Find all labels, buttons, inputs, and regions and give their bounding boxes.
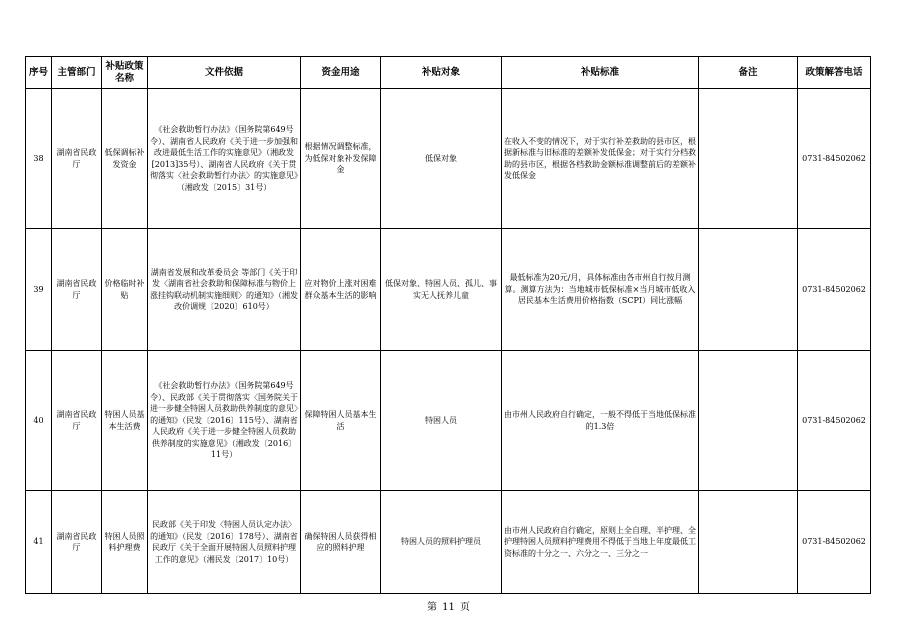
header-name: 补贴政策名称	[102, 57, 148, 89]
cell-note	[699, 491, 798, 594]
cell-note	[699, 89, 798, 229]
cell-standard: 由市州人民政府自行确定，一般不得低于当地低保标准的1.3倍	[502, 351, 699, 491]
cell-basis: 《社会救助暂行办法》（国务院第649号令）、民政部《关于贯彻落实〈国务院关于进一步健全特困人员救助供养制度的意见〉的通知》（民发〔2016〕115号）、湖南省人民政府《关于进一步健全特困人员救助供养制度的实施意见》（湘政发〔2016〕11号）	[148, 351, 301, 491]
cell-seq: 41	[26, 491, 52, 594]
cell-use: 根据情况调整标准，为低保对象补发保障金	[301, 89, 381, 229]
cell-use: 应对物价上涨对困难群众基本生活的影响	[301, 229, 381, 351]
cell-phone: 0731-84502062	[798, 229, 871, 351]
cell-dept: 湖南省民政厅	[52, 491, 102, 594]
cell-target: 低保对象、特困人员、孤儿、事实无人抚养儿童	[381, 229, 502, 351]
cell-note	[699, 351, 798, 491]
cell-basis: 《社会救助暂行办法》（国务院第649号令）、湖南省人民政府《关于进一步加强和改进最低生活工作的实施意见》（湘政发[2013]35号）、湖南省人民政府《关于贯彻落实〈社会救助暂行办法〉的实施意见》（湘政发〔2015〕31号）	[148, 89, 301, 229]
cell-use: 保障特困人员基本生活	[301, 351, 381, 491]
page-number: 第 11 页	[426, 602, 471, 613]
cell-standard: 在收入不变的情况下，对于实行补差救助的县市区，根据新标准与旧标准的差额补发低保金；对于实行分档救助的县市区，根据各档救助金额标准调整前后的差额补发低保金	[502, 89, 699, 229]
cell-standard: 最低标准为20元/月，具体标准由各市州自行按月测算。测算方法为：当地城市低保标准×当月城市低收入居民基本生活费用价格指数（SCPI）同比涨幅	[502, 229, 699, 351]
cell-dept: 湖南省民政厅	[52, 229, 102, 351]
cell-target: 低保对象	[381, 89, 502, 229]
cell-phone: 0731-84502062	[798, 89, 871, 229]
cell-dept: 湖南省民政厅	[52, 351, 102, 491]
cell-name: 特困人员基本生活费	[102, 351, 148, 491]
cell-standard: 由市州人民政府自行确定，原则上全自理、半护理、全护理特困人员照料护理费用不得低于当地上年度最低工资标准的十分之一、六分之一、三分之一	[502, 491, 699, 594]
cell-use: 确保特困人员获得相应的照料护理	[301, 491, 381, 594]
cell-seq: 40	[26, 351, 52, 491]
cell-target: 特困人员	[381, 351, 502, 491]
cell-name: 低保调标补发资金	[102, 89, 148, 229]
cell-basis: 民政部《关于印发〈特困人员认定办法〉的通知》（民发〔2016〕178号）、湖南省民政厅《关于全面开展特困人员照料护理工作的意见》（湘民发〔2017〕10号）	[148, 491, 301, 594]
table-row	[26, 351, 871, 491]
header-seq: 序号	[26, 57, 52, 89]
header-target: 补贴对象	[381, 57, 502, 89]
cell-basis: 湖南省发展和改革委员会 等部门《关于印发〈湖南省社会救助和保障标准与物价上涨挂钩联动机制实施细则〉的通知》（湘发改价调规〔2020〕610号）	[148, 229, 301, 351]
policy-table	[25, 56, 871, 594]
header-dept: 主管部门	[52, 57, 102, 89]
cell-seq: 39	[26, 229, 52, 351]
header-standard: 补贴标准	[502, 57, 699, 89]
cell-name: 价格临时补贴	[102, 229, 148, 351]
table-row	[26, 89, 871, 229]
cell-phone: 0731-84502062	[798, 491, 871, 594]
header-use: 资金用途	[301, 57, 381, 89]
cell-target: 特困人员的照料护理员	[381, 491, 502, 594]
table-row	[26, 491, 871, 594]
cell-seq: 38	[26, 89, 52, 229]
table-row	[26, 229, 871, 351]
header-phone: 政策解答电话	[798, 57, 871, 89]
cell-phone: 0731-84502062	[798, 351, 871, 491]
cell-note	[699, 229, 798, 351]
header-note: 备注	[699, 57, 798, 89]
table-header-row	[26, 57, 871, 89]
cell-name: 特困人员照料护理费	[102, 491, 148, 594]
cell-dept: 湖南省民政厅	[52, 89, 102, 229]
header-basis: 文件依据	[148, 57, 301, 89]
